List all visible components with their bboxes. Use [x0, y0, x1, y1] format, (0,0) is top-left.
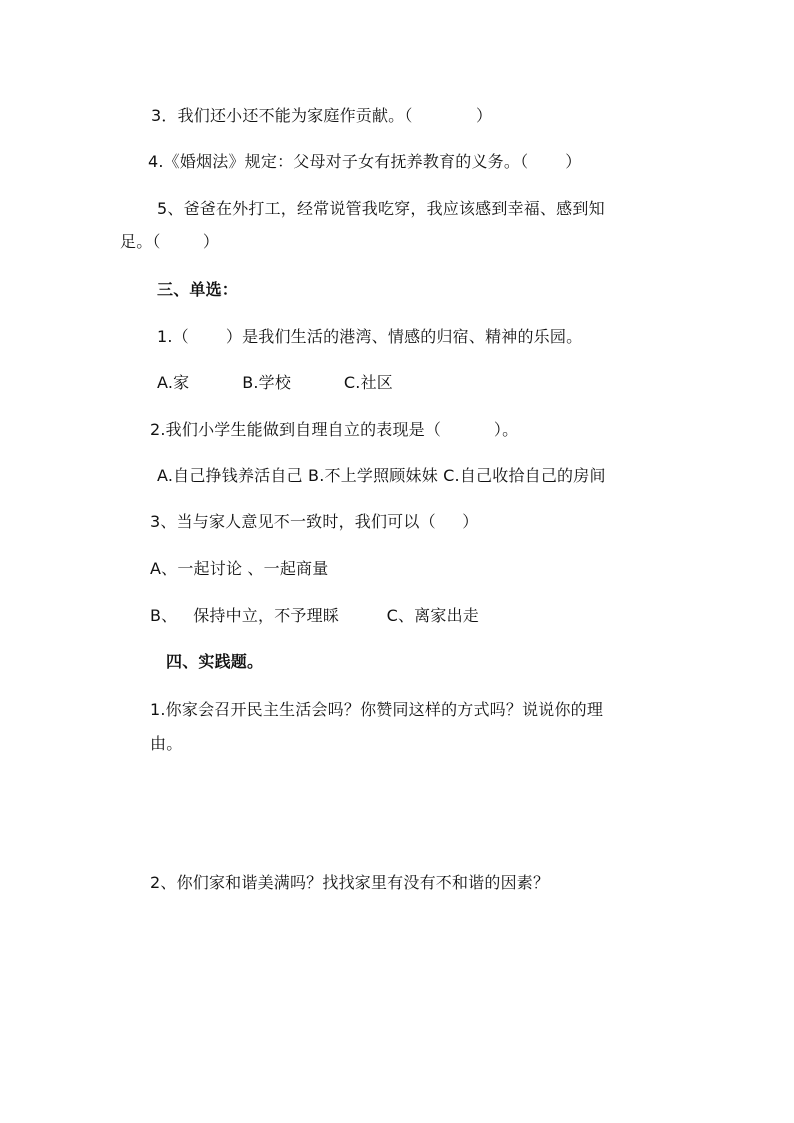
practice-question-2: 2、你们家和谐美满吗？找找家里有没有不和谐的因素？: [150, 873, 550, 892]
judgement-question-5-line-2: 足。（ ）: [120, 232, 220, 251]
practice-question-1-line-1: 1.你家会召开民主生活会吗？你赞同这样的方式吗？说说你的理: [150, 700, 604, 719]
choice-question-2-stem: 2.我们小学生能做到自理自立的表现是（ ）。: [150, 420, 519, 439]
choice-question-1-options: A.家 B.学校 C.社区: [157, 373, 393, 392]
section-heading-single-choice: 三、单选：: [157, 280, 239, 299]
choice-question-3-options-bc: B、 保持中立，不予理睬 C、离家出走: [150, 606, 479, 625]
section-heading-practice: 四、实践题。: [166, 652, 264, 671]
judgement-question-4: 4.《婚烟法》规定：父母对子女有抚养教育的义务。（ ）: [148, 152, 582, 171]
choice-question-1-stem: 1.（ ）是我们生活的港湾、情感的归宿、精神的乐园。: [157, 327, 583, 346]
choice-question-2-options: A.自己挣钱养活自己 B.不上学照顾妹妹 C.自己收拾自己的房间: [157, 466, 606, 485]
judgement-question-5-line-1: 5、爸爸在外打工，经常说管我吃穿，我应该感到幸福、感到知: [157, 199, 605, 218]
judgement-question-3: 3．我们还小还不能为家庭作贡献。（ ）: [151, 106, 493, 125]
choice-question-3-stem: 3、当与家人意见不一致时，我们可以（ ）: [150, 512, 479, 531]
practice-question-1-line-2: 由。: [150, 734, 183, 753]
choice-question-3-option-a: A、一起讨论 、一起商量: [150, 559, 329, 578]
